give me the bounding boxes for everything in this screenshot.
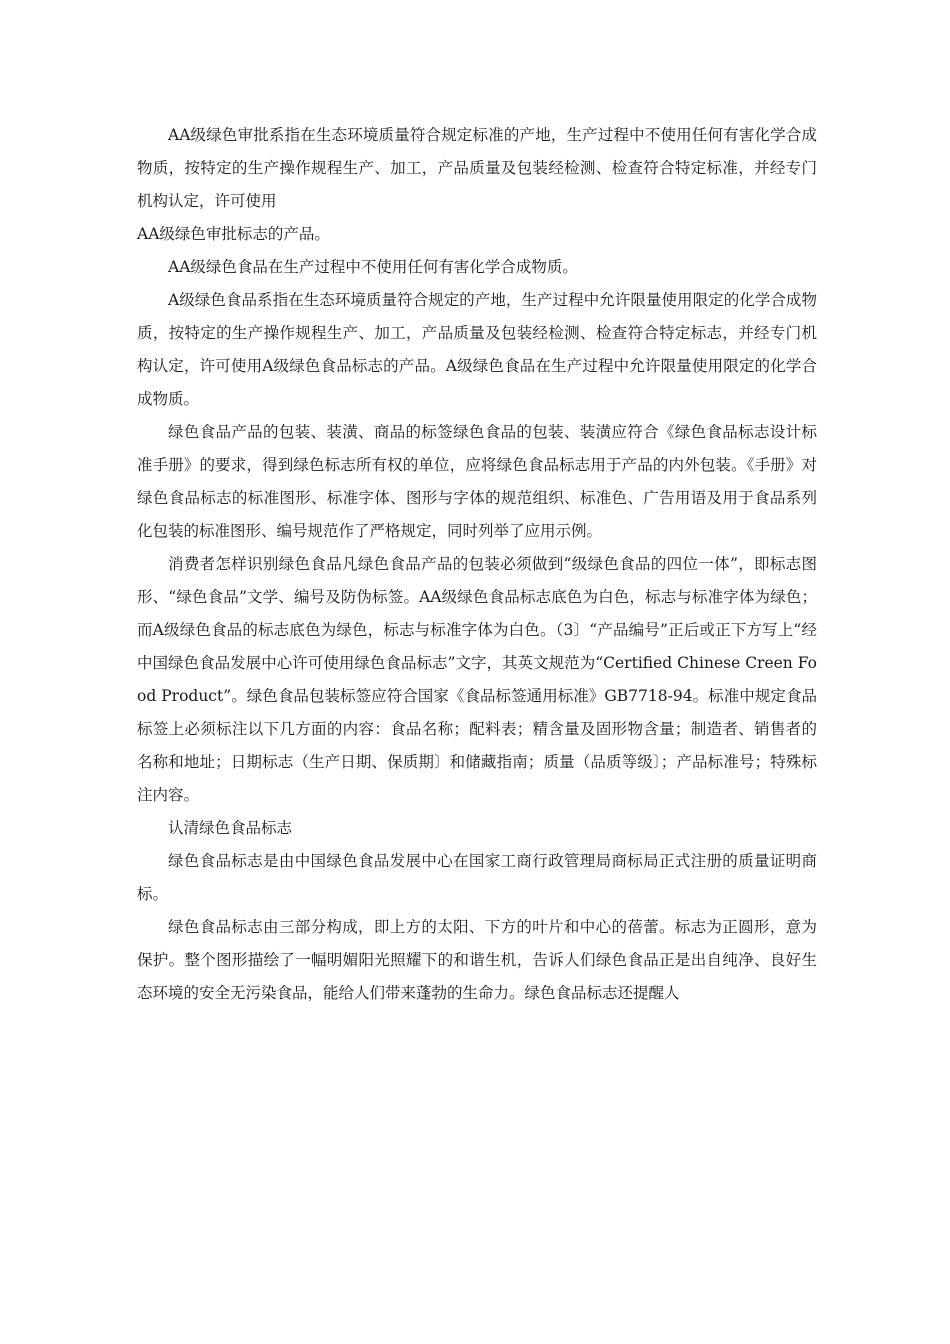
paragraph-aa-grade-definition-continued: AA级绿色审批标志的产品。	[137, 225, 330, 243]
paragraph-consumer-identification: 消费者怎样识别绿色食品凡绿色食品产品的包装必须做到“级绿色食品的四位一体”，即标志图形、“绿色食品”文学、编号及防伪标签。AA级绿色食品标志底色为白色，标志与标准字体为绿色；而A级绿色食品的标志底色为绿色，标志与标准字体为白色。（3〕“产品编号”正后或正下方写上“经中国绿色食品发展中心许可使用绿色食品标志”文字，其英文规范为“Certified Chinese Creen Food Product”。绿色食品包装标签应符合国家《食品标签通用标准》GB7718-94。标准中规定食品标签上必须标注以下几方面的内容：食品名称；配料表；精含量及固形物含量；制造者、销售者的名称和地址；日期标志（生产日期、保质期〕和储藏指南；质量（品质等级〕；产品标准号；特殊标注内容。	[137, 555, 817, 804]
document-body	[137, 119, 817, 1010]
section-heading-recognize-logo: 认清绿色食品标志	[168, 819, 293, 837]
paragraph-aa-grade-definition: AA级绿色审批系指在生态环境质量符合规定标准的产地，生产过程中不使用任何有害化学合成物质，按特定的生产操作规程生产、加工，产品质量及包装经检测、检查符合特定标准，并经专门机构认定，许可使用	[137, 126, 817, 210]
paragraph-logo-trademark: 绿色食品标志是由中国绿色食品发展中心在国家工商行政管理局商标局正式注册的质量证明商标。	[137, 852, 817, 903]
paragraph-logo-composition: 绿色食品标志由三部分构成，即上方的太阳、下方的叶片和中心的蓓蕾。标志为正圆形，意为保护。整个图形描绘了一幅明媚阳光照耀下的和谐生机，告诉人们绿色食品正是出自纯净、良好生态环境的安全无污染食品，能给人们带来蓬勃的生命力。绿色食品标志还提醒人	[137, 918, 817, 1002]
paragraph-packaging-requirements: 绿色食品产品的包装、装潢、商品的标签绿色食品的包装、装潢应符合《绿色食品标志设计标准手册》的要求，得到绿色标志所有权的单位，应将绿色食品标志用于产品的内外包装。《手册》对绿色食品标志的标准图形、标准字体、图形与字体的规范组织、标准色、广告用语及用于食品系列化包装的标准图形、编号规范作了严格规定，同时列举了应用示例。	[137, 423, 817, 540]
paragraph-aa-grade-no-chemicals: AA级绿色食品在生产过程中不使用任何有害化学合成物质。	[168, 258, 578, 276]
paragraph-a-grade-definition: A级绿色食品系指在生态环境质量符合规定的产地，生产过程中允许限量使用限定的化学合成物质，按特定的生产操作规程生产、加工，产品质量及包装经检测、检查符合特定标志，并经专门机构认定，许可使用A级绿色食品标志的产品。A级绿色食品在生产过程中允许限量使用限定的化学合成物质。	[137, 291, 817, 408]
